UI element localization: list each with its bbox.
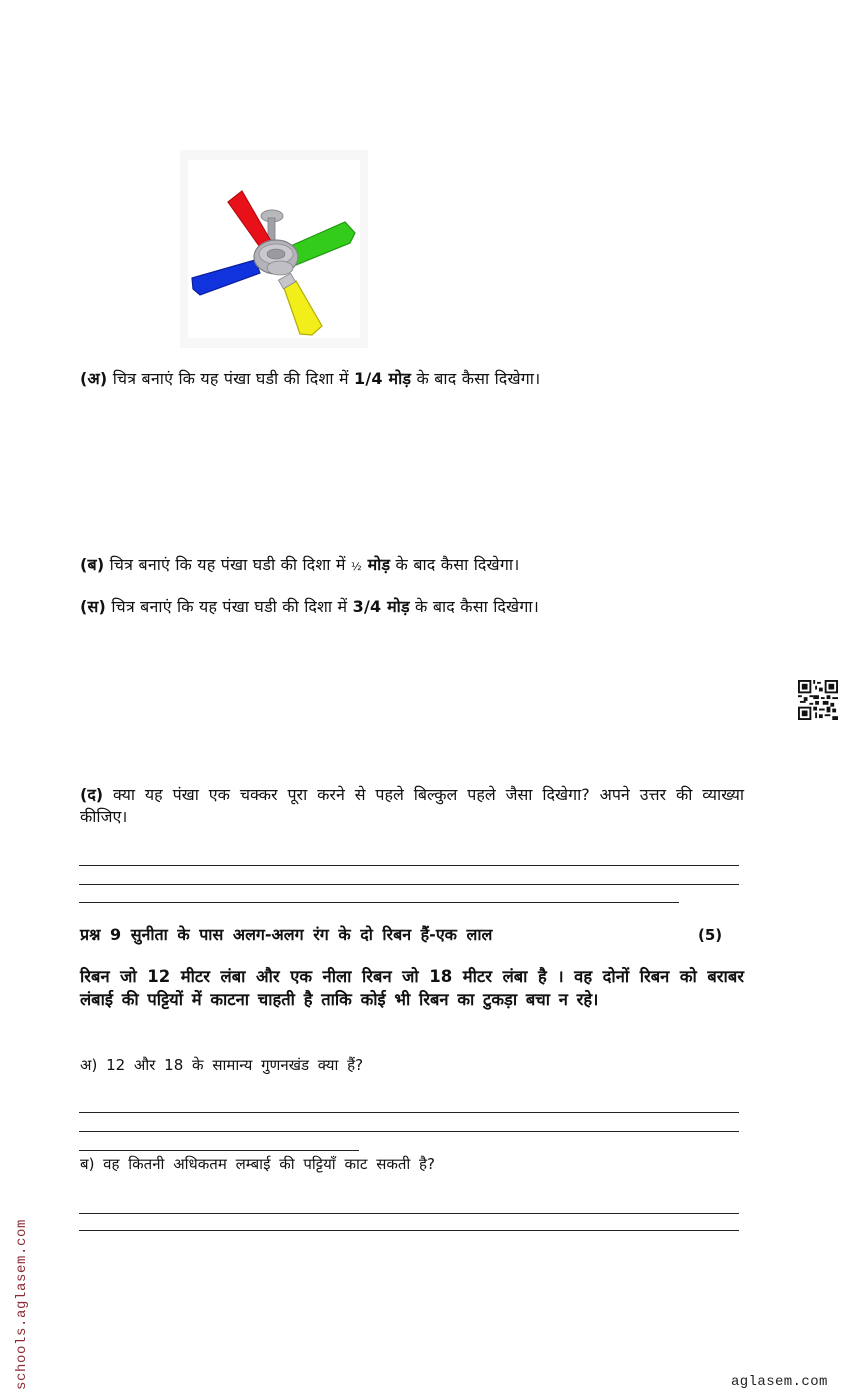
answer-line[interactable] [79, 1131, 739, 1132]
blue-blade [192, 260, 260, 295]
ceiling-fan-icon [180, 150, 368, 348]
answer-line[interactable] [79, 884, 739, 885]
part-c-turn: 3/4 मोड़ [352, 597, 410, 616]
part-a-text-end: के बाद कैसा दिखेगा। [411, 369, 541, 388]
question-part-c [80, 596, 539, 618]
part-b-turn: मोड़ [361, 555, 391, 574]
part-c-text-end: के बाद कैसा दिखेगा। [409, 597, 539, 616]
question-9-sub-a: अ) 12 और 18 के सामान्य गुणनखंड क्या हैं? [80, 1056, 364, 1074]
part-c-label: (स) [80, 597, 107, 616]
answer-line[interactable] [79, 1112, 739, 1113]
answer-line[interactable] [79, 902, 679, 903]
question-part-a [80, 368, 540, 390]
part-b-label: (ब) [80, 555, 105, 574]
yellow-blade [284, 281, 322, 335]
answer-line[interactable] [79, 1230, 739, 1231]
ceiling-fan-figure [180, 150, 368, 348]
part-b-text: चित्र बनाएं कि यह पंखा घडी की दिशा में [104, 555, 351, 574]
part-d-label: (द) [80, 785, 104, 804]
part-a-label: (अ) [80, 369, 108, 388]
question-9-marks: (5) [698, 926, 723, 944]
part-b-fraction: ½ [350, 560, 362, 573]
part-a-turn: 1/4 मोड़ [354, 369, 412, 388]
answer-line[interactable] [79, 1213, 739, 1214]
footer-watermark: aglasem.com [731, 1374, 828, 1390]
part-b-text-end: के बाद कैसा दिखेगा। [390, 555, 520, 574]
part-d-text: क्या यह पंखा एक चक्कर पूरा करने से पहले बिल्कुल पहले जैसा दिखेगा? अपने उत्तर की व्याख्या कीजिए। [80, 785, 744, 826]
side-watermark: schools.aglasem.com [14, 1218, 30, 1390]
part-a-text: चित्र बनाएं कि यह पंखा घडी की दिशा में [107, 369, 355, 388]
question-part-d [80, 784, 744, 828]
part-c-text: चित्र बनाएं कि यह पंखा घडी की दिशा में [106, 597, 353, 616]
question-9-heading: प्रश्न 9 सुनीता के पास अलग-अलग रंग के दो रिबन हैं-एक लाल [80, 925, 493, 944]
question-9-sub-b: ब) वह कितनी अधिकतम लम्बाई की पट्टियाँ काट सकती है? [80, 1155, 435, 1173]
answer-line[interactable] [79, 1150, 359, 1151]
answer-line[interactable] [79, 865, 739, 866]
qr-code-icon [798, 680, 838, 720]
question-part-b [80, 554, 519, 578]
question-9-body: रिबन जो 12 मीटर लंबा और एक नीला रिबन जो 18 मीटर लंबा है । वह दोनों रिबन को बराबर लंबाई की पट्टियों में काटना चाहती है ताकि कोई भी रिबन का टुकड़ा बचा न रहे। [80, 967, 744, 1009]
